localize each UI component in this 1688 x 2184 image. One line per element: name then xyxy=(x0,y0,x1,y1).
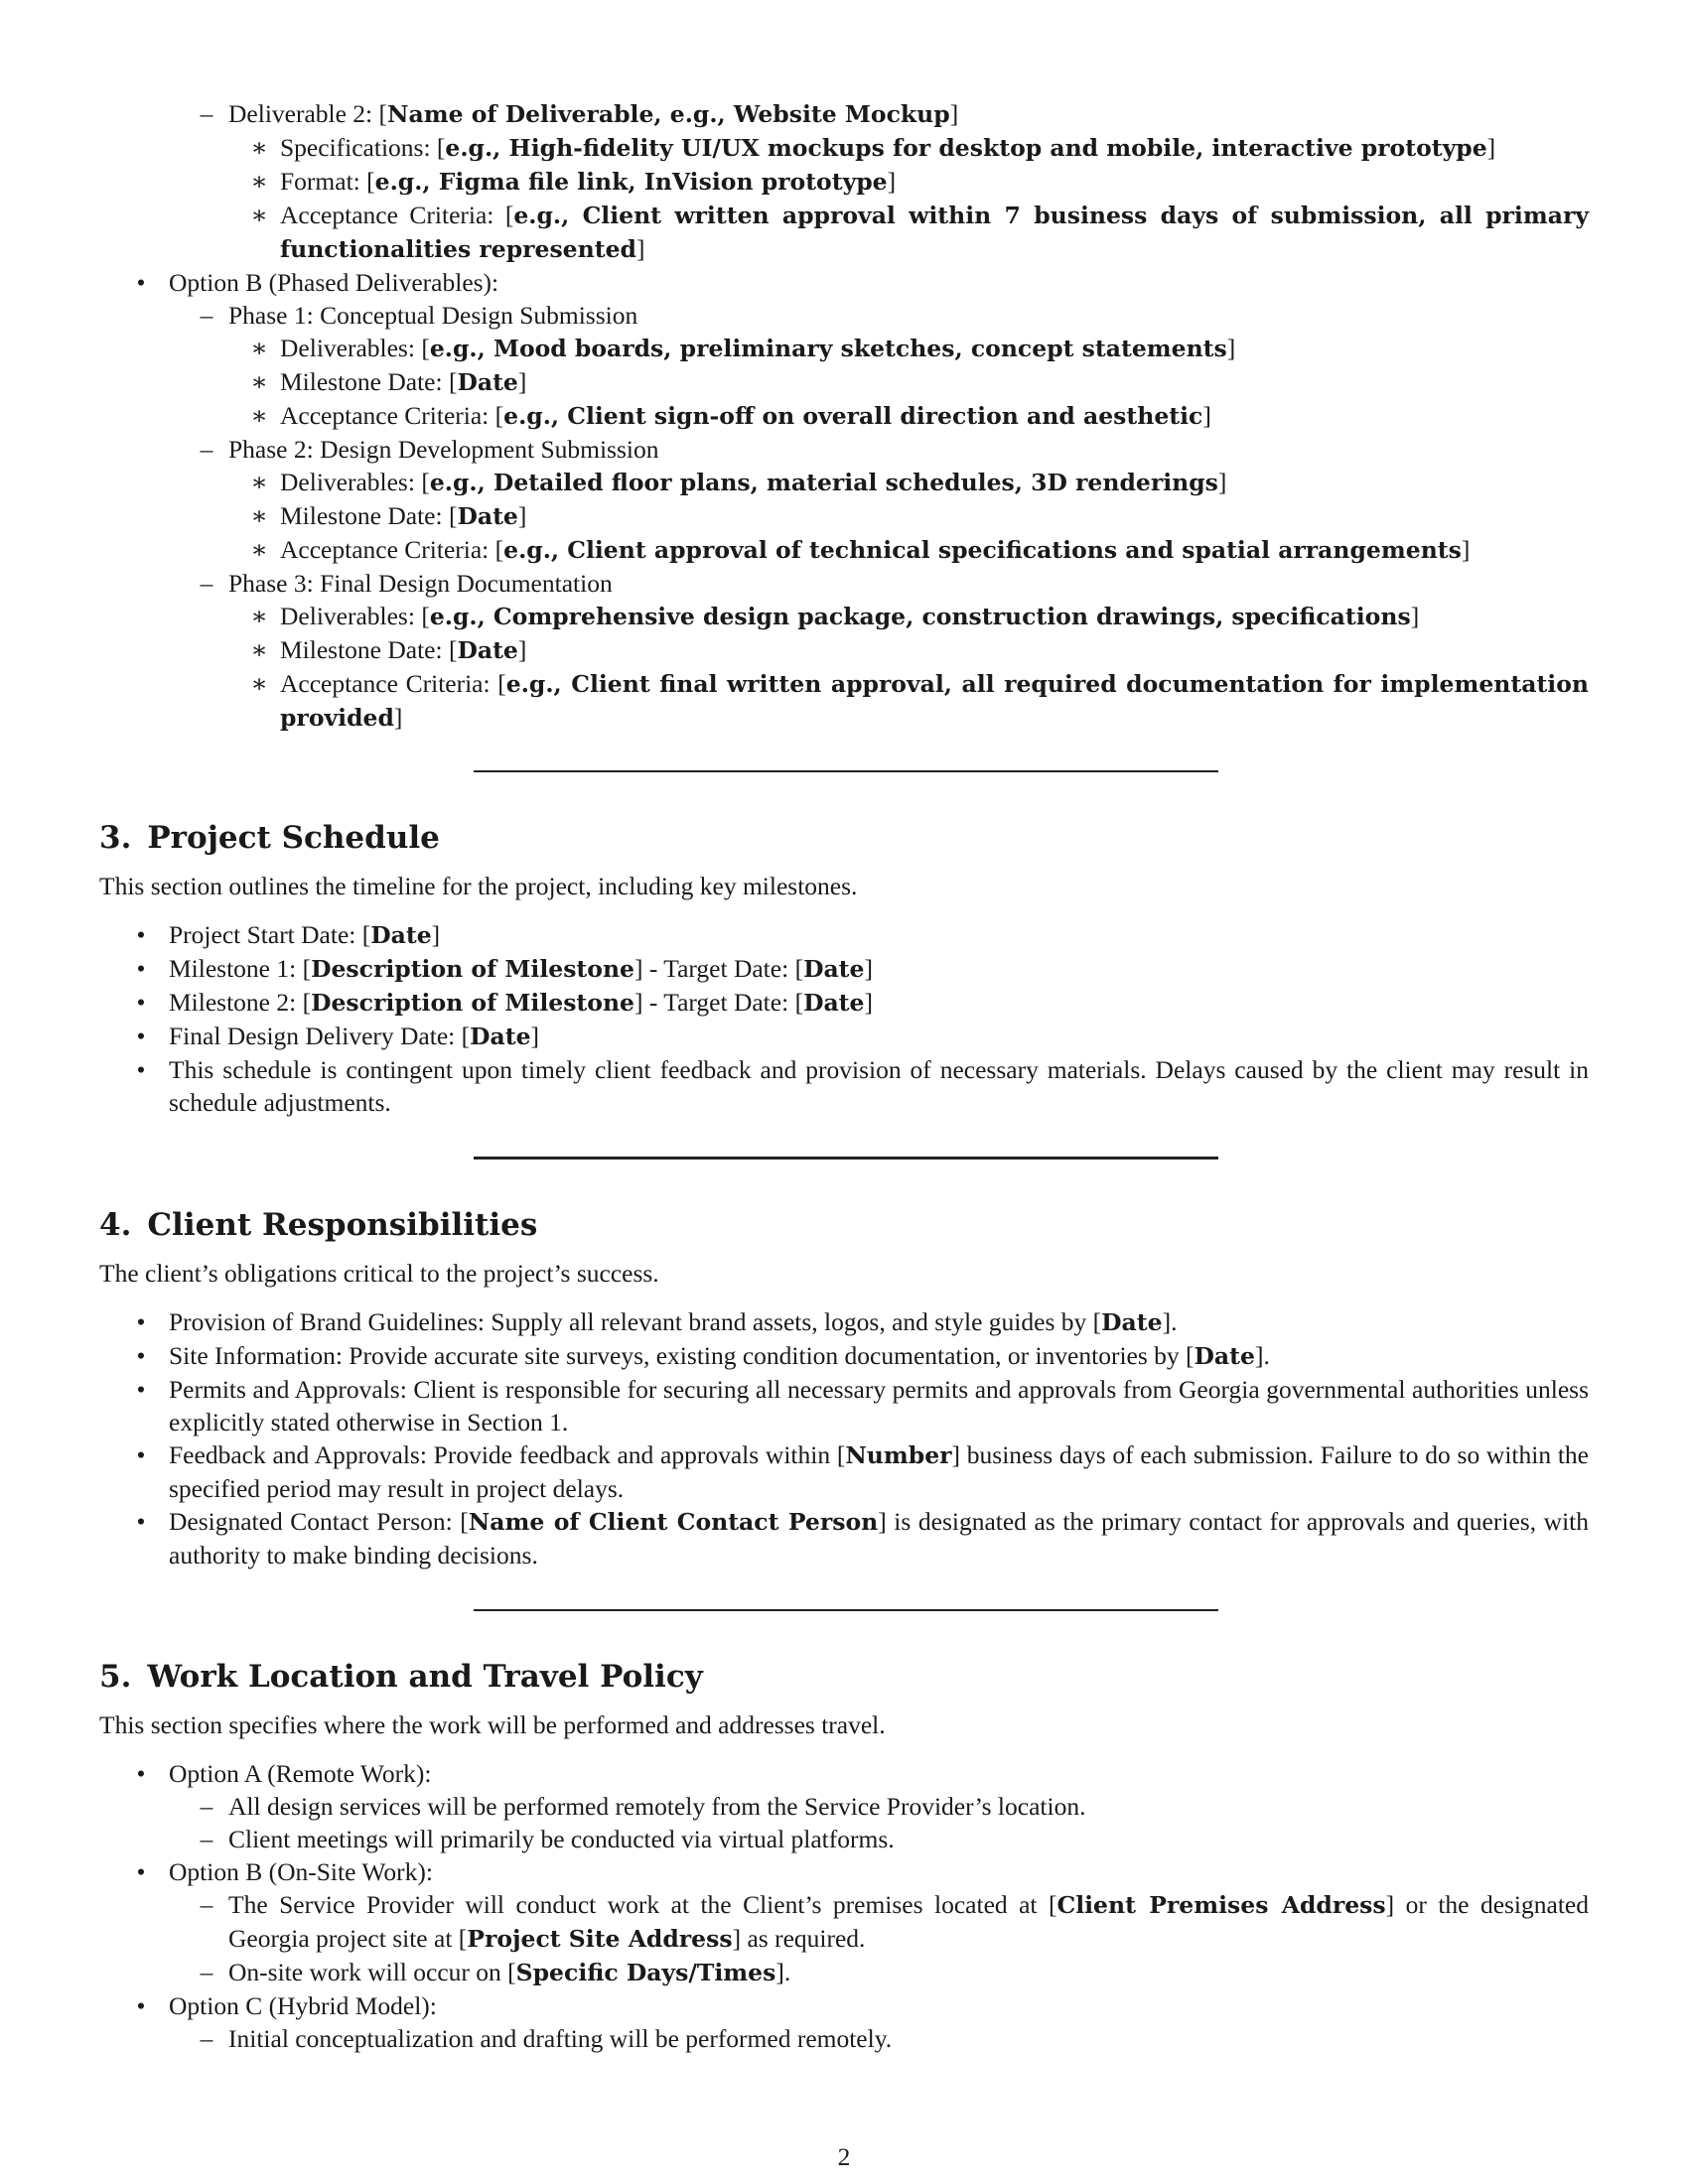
section-5-heading: 5. Work Location and Travel Policy xyxy=(99,1659,703,1695)
asterisk-marker: ∗ xyxy=(250,468,268,496)
schedule-milestone-1: • Milestone 1: [Description of Milestone] - Target Date: [Date] xyxy=(99,952,1589,986)
asterisk-marker: ∗ xyxy=(250,669,268,698)
resp-contact: • Designated Contact Person: [Name of Client Contact Person] is designated as the primary contact for approvals and queries, with authority to make binding decisions. xyxy=(99,1505,1589,1571)
section-divider xyxy=(474,770,1218,772)
bullet-marker: • xyxy=(136,1507,146,1536)
section-3-intro: This section outlines the timeline for the project, including key milestones. xyxy=(99,872,858,900)
bullet-marker: • xyxy=(136,1440,146,1469)
asterisk-marker: ∗ xyxy=(250,334,268,362)
deliverable-2-format: ∗ Format: [e.g., Figma file link, InVision prototype] xyxy=(99,165,1589,199)
phase-3-milestone: ∗ Milestone Date: [Date] xyxy=(99,633,1589,667)
bullet-marker: • xyxy=(136,1991,146,2020)
asterisk-marker: ∗ xyxy=(250,602,268,630)
option-a-item: – All design services will be performed remotely from the Service Provider’s location. xyxy=(99,1790,1589,1823)
resp-permits: • Permits and Approvals: Client is responsible for securing all necessary permits and approvals from Georgia governmental authorities unless explicitly stated otherwise in Section 1. xyxy=(99,1373,1589,1438)
bullet-marker: • xyxy=(136,1341,146,1370)
phase-2-milestone: ∗ Milestone Date: [Date] xyxy=(99,499,1589,533)
deliverable-2-acceptance: ∗ Acceptance Criteria: [e.g., Client written approval within 7 business days of submission, all primary functionalities represented] xyxy=(99,199,1589,266)
dash-marker: – xyxy=(200,1792,213,1821)
schedule-milestone-2: • Milestone 2: [Description of Milestone] - Target Date: [Date] xyxy=(99,986,1589,1020)
option-b-phased: • Option B (Phased Deliverables): xyxy=(99,266,1589,299)
phase-1-deliverables: ∗ Deliverables: [e.g., Mood boards, preliminary sketches, concept statements] xyxy=(99,332,1589,365)
bullet-marker: • xyxy=(136,1055,146,1084)
bullet-marker: • xyxy=(136,1857,146,1886)
asterisk-marker: ∗ xyxy=(250,635,268,664)
schedule-contingency: • This schedule is contingent upon timely client feedback and provision of necessary materials. Delays caused by the client may result in schedule adjustments. xyxy=(99,1053,1589,1119)
schedule-list xyxy=(99,918,1589,1119)
phase-3: – Phase 3: Final Design Documentation xyxy=(99,567,1589,600)
resp-brand: • Provision of Brand Guidelines: Supply all relevant brand assets, logos, and style guides by [Date]. xyxy=(99,1305,1589,1339)
resp-feedback: • Feedback and Approvals: Provide feedback and approvals within [Number] business days of each submission. Failure to do so within the specified period may result in project delays. xyxy=(99,1438,1589,1505)
phase-3-deliverables: ∗ Deliverables: [e.g., Comprehensive design package, construction drawings, specifications] xyxy=(99,600,1589,633)
option-a-remote: • Option A (Remote Work): xyxy=(99,1757,1589,1790)
option-a-item: – Client meetings will primarily be conducted via virtual platforms. xyxy=(99,1823,1589,1855)
option-b-premises: – The Service Provider will conduct work at the Client’s premises located at [Client Premises Address] or the designated Georgia project site at [Project Site Address] as required. xyxy=(99,1888,1589,1956)
asterisk-marker: ∗ xyxy=(250,401,268,430)
dash-marker: – xyxy=(200,301,213,330)
schedule-final: • Final Design Delivery Date: [Date] xyxy=(99,1020,1589,1053)
asterisk-marker: ∗ xyxy=(250,167,268,196)
document-page xyxy=(99,97,1589,2055)
bullet-marker: • xyxy=(136,954,146,983)
section-divider xyxy=(474,1157,1218,1160)
resp-site: • Site Information: Provide accurate site surveys, existing condition documentation, or inventories by [Date]. xyxy=(99,1339,1589,1373)
dash-marker: – xyxy=(200,1890,213,1919)
phase-1-acceptance: ∗ Acceptance Criteria: [e.g., Client sign-off on overall direction and aesthetic] xyxy=(99,399,1589,433)
phase-1: – Phase 1: Conceptual Design Submission xyxy=(99,299,1589,332)
section-4-heading: 4. Client Responsibilities xyxy=(99,1207,538,1243)
phase-3-acceptance: ∗ Acceptance Criteria: [e.g., Client final written approval, all required documentation for implementation provided] xyxy=(99,667,1589,735)
phase-1-milestone: ∗ Milestone Date: [Date] xyxy=(99,365,1589,399)
dash-marker: – xyxy=(200,435,213,464)
dash-marker: – xyxy=(200,99,213,128)
option-b-days: – On-site work will occur on [Specific Days/Times]. xyxy=(99,1956,1589,1989)
dash-marker: – xyxy=(200,1958,213,1986)
bullet-marker: • xyxy=(136,1375,146,1404)
asterisk-marker: ∗ xyxy=(250,367,268,396)
client-responsibilities-list xyxy=(99,1305,1589,1571)
section-3-heading: 3. Project Schedule xyxy=(99,820,440,856)
section-5-intro: This section specifies where the work will be performed and addresses travel. xyxy=(99,1710,886,1739)
dash-marker: – xyxy=(200,569,213,598)
asterisk-marker: ∗ xyxy=(250,535,268,564)
option-c-item: – Initial conceptualization and drafting will be performed remotely. xyxy=(99,2022,1589,2055)
deliverable-2: – Deliverable 2: [Name of Deliverable, e.g., Website Mockup] xyxy=(99,97,1589,131)
dash-marker: – xyxy=(200,2024,213,2053)
deliverables-list xyxy=(99,97,1589,735)
option-b-onsite: • Option B (On-Site Work): xyxy=(99,1855,1589,1888)
work-location-list xyxy=(99,1757,1589,2055)
page-number: 2 xyxy=(837,2142,851,2171)
asterisk-marker: ∗ xyxy=(250,201,268,229)
bullet-marker: • xyxy=(136,268,146,297)
option-c-hybrid: • Option C (Hybrid Model): xyxy=(99,1989,1589,2022)
bullet-marker: • xyxy=(136,920,146,949)
bullet-marker: • xyxy=(136,1022,146,1050)
dash-marker: – xyxy=(200,1825,213,1853)
phase-2-deliverables: ∗ Deliverables: [e.g., Detailed floor plans, material schedules, 3D renderings] xyxy=(99,466,1589,499)
bullet-marker: • xyxy=(136,1759,146,1788)
asterisk-marker: ∗ xyxy=(250,501,268,530)
bullet-marker: • xyxy=(136,1307,146,1336)
bullet-marker: • xyxy=(136,988,146,1017)
phase-2: – Phase 2: Design Development Submission xyxy=(99,433,1589,466)
section-divider xyxy=(474,1609,1218,1611)
phase-2-acceptance: ∗ Acceptance Criteria: [e.g., Client approval of technical specifications and spatial arrangements] xyxy=(99,533,1589,567)
deliverable-2-spec: ∗ Specifications: [e.g., High-fidelity UI/UX mockups for desktop and mobile, interactive prototype] xyxy=(99,131,1589,165)
schedule-start: • Project Start Date: [Date] xyxy=(99,918,1589,952)
asterisk-marker: ∗ xyxy=(250,133,268,162)
section-4-intro: The client’s obligations critical to the project’s success. xyxy=(99,1259,659,1288)
